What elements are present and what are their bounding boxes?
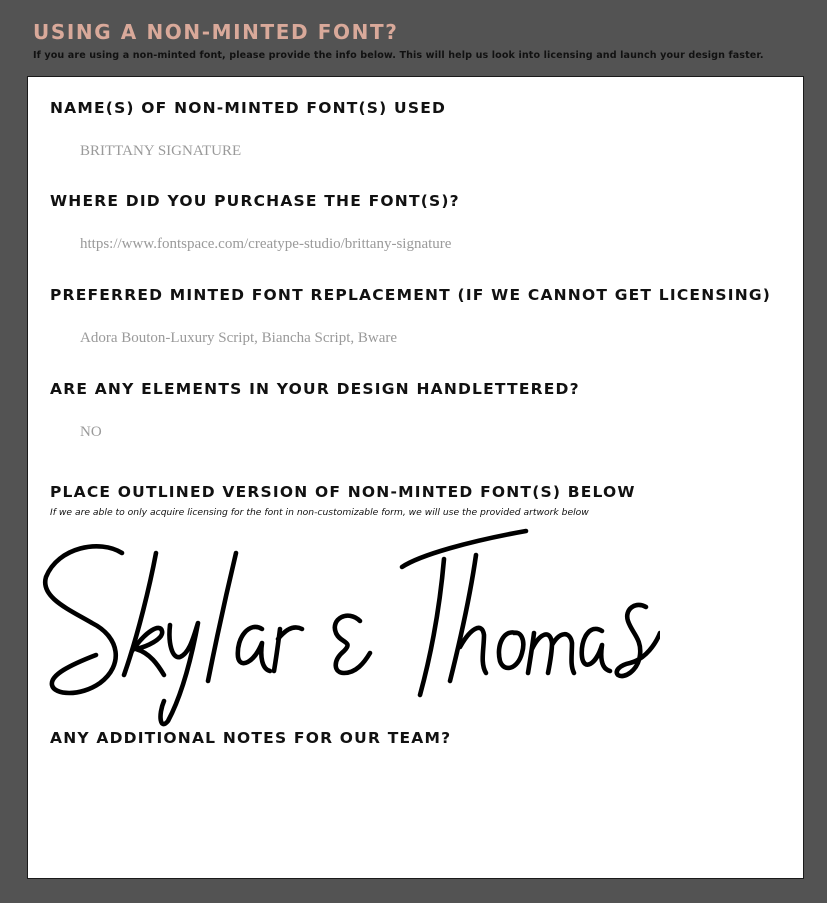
font-info-form [27, 76, 804, 879]
additional-notes-field[interactable] [50, 767, 780, 862]
font-names-field[interactable]: BRITTANY SIGNATURE [80, 143, 242, 159]
handlettered-label: ARE ANY ELEMENTS IN YOUR DESIGN HANDLETTERED? [50, 380, 580, 398]
purchase-source-field[interactable]: https://www.fontspace.com/creatype-studio/brittany-signature [80, 236, 452, 252]
preferred-replacement-field[interactable]: Adora Bouton-Luxury Script, Biancha Script, Bware [80, 330, 398, 346]
outlined-font-label: PLACE OUTLINED VERSION OF NON-MINTED FONT(S) BELOW [50, 483, 636, 501]
page-subtitle: If you are using a non-minted font, please provide the info below. This will help us look into licensing and launch your design faster. [33, 50, 764, 61]
font-names-label: NAME(S) OF NON-MINTED FONT(S) USED [50, 99, 447, 117]
outlined-font-artwork[interactable] [40, 525, 660, 735]
page-title: USING A NON-MINTED FONT? [33, 20, 399, 44]
preferred-replacement-label: PREFERRED MINTED FONT REPLACEMENT (IF WE CANNOT GET LICENSING) [50, 286, 772, 304]
outlined-font-note: If we are able to only acquire licensing for the font in non-customizable form, we will use the provided artwork below [50, 507, 589, 518]
purchase-source-label: WHERE DID YOU PURCHASE THE FONT(S)? [50, 192, 460, 210]
handlettered-field[interactable]: NO [80, 424, 102, 440]
additional-notes-label: ANY ADDITIONAL NOTES FOR OUR TEAM? [50, 729, 452, 747]
